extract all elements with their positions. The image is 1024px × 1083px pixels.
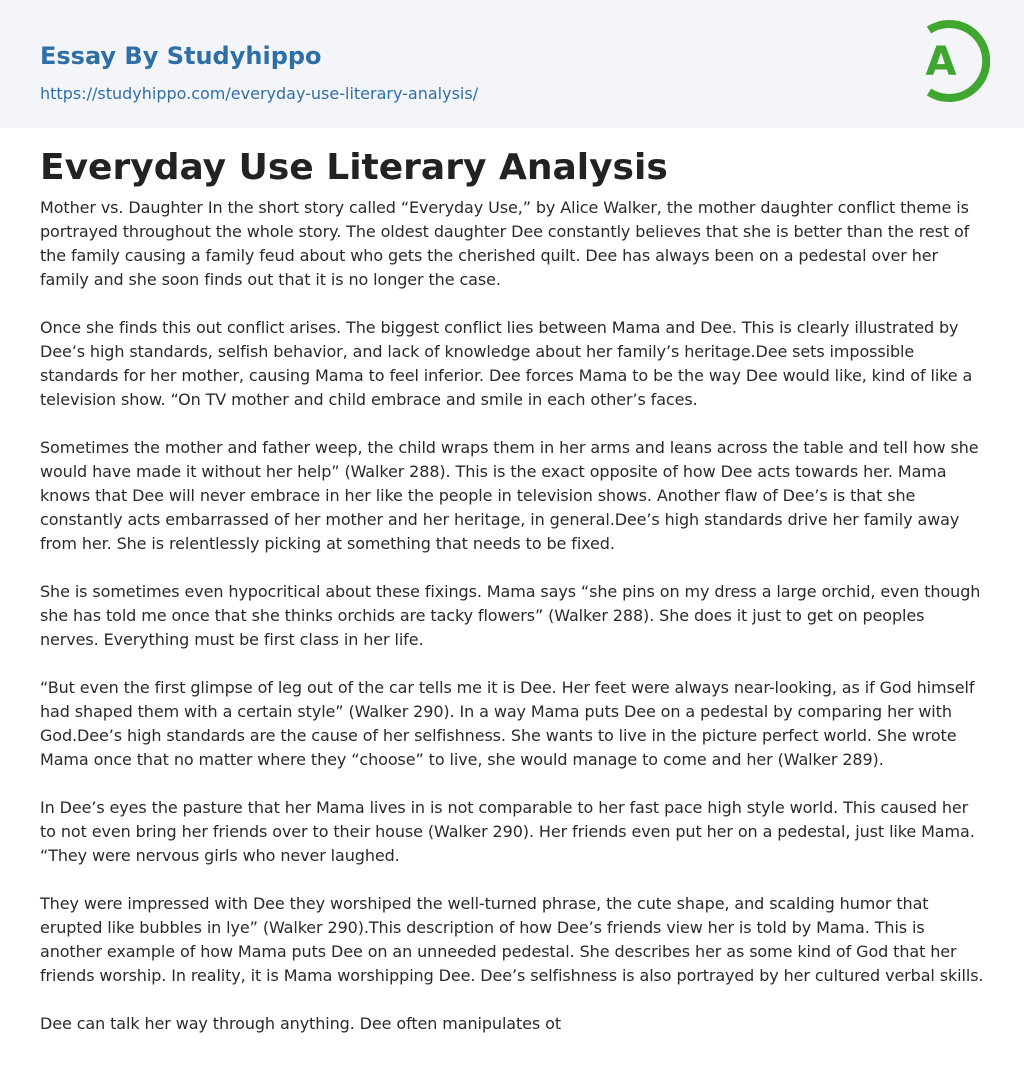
paragraph: Sometimes the mother and father weep, the child wraps them in her arms and leans across the table and tell how she would have made it without her help” (Walker 288). This is the exact opposite of how Dee acts towards her. Mama knows that Dee will never embrace in her like the people in television shows. Another flaw of Dee’s is that she constantly acts embarrassed of her mother and her heritage, in general.Dee’s high standards drive her family away from her. She is relentlessly picking at something that needs to be fixed. [40,438,979,553]
paragraph: In Dee’s eyes the pasture that her Mama lives in is not comparable to her fast pace high style world. This caused her to not even bring her friends over to their house (Walker 290). Her friends even put her on a pedestal, just like Mama. “They were nervous girls who never laughed. [40,798,975,865]
brand-title[interactable]: Essay By Studyhippo [40,42,322,70]
paragraph: She is sometimes even hypocritical about these fixings. Mama says “she pins on my dress a large orchid, even though she has told me once that she thinks orchids are tacky flowers” (Walker 288). She does it just to get on peoples nerves. Everything must be first class in her life. [40,582,981,649]
site-header [0,0,1024,128]
page-title: Everyday Use Literary Analysis [40,147,668,188]
paragraph: They were impressed with Dee they worshiped the well-turned phrase, the cute shape, and scalding humor that erupted like bubbles in lye” (Walker 290).This description of how Dee’s friends view her is told by Mama. This is another example of how Mama puts Dee on an unneeded pedestal. She describes her as some kind of God that her friends worship. In reality, it is Mama worshipping Dee. Dee’s selfishness is also portrayed by her cultured verbal skills. [40,894,984,985]
paragraph: Mother vs. Daughter In the short story called “Everyday Use,” by Alice Walker, the mother daughter conflict theme is portrayed throughout the whole story. The oldest daughter Dee constantly believes that she is better than the rest of the family causing a family feud about who gets the cherished quilt. Dee has always been on a pedestal over her family and she soon finds out that it is no longer the case. [40,198,970,289]
paragraph: “But even the first glimpse of leg out of the car tells me it is Dee. Her feet were always near-looking, as if God himself had shaped them with a certain style” (Walker 290). In a way Mama puts Dee on a pedestal by comparing her with God.Dee’s high standards are the cause of her selfishness. She wants to live in the picture perfect world. She wrote Mama once that no matter where they “choose” to live, she would manage to come and her (Walker 289). [40,678,975,769]
essay-url-link[interactable]: https://studyhippo.com/everyday-use-literary-analysis/ [40,84,479,103]
paragraph: Once she finds this out conflict arises. The biggest conflict lies between Mama and Dee. This is clearly illustrated by Dee’s high standards, selfish behavior, and lack of knowledge about her family’s heritage.Dee sets impossible standards for her mother, causing Mama to feel inferior. Dee forces Mama to be the way Dee would like, kind of like a television show. “On TV mother and child embrace and smile in each other’s faces. [40,318,973,409]
studyhippo-logo-icon[interactable] [910,17,990,107]
paragraph: Dee can talk her way through anything. Dee often manipulates ot [40,1014,561,1033]
article [0,128,1024,1036]
logo-letter: A [925,39,957,85]
